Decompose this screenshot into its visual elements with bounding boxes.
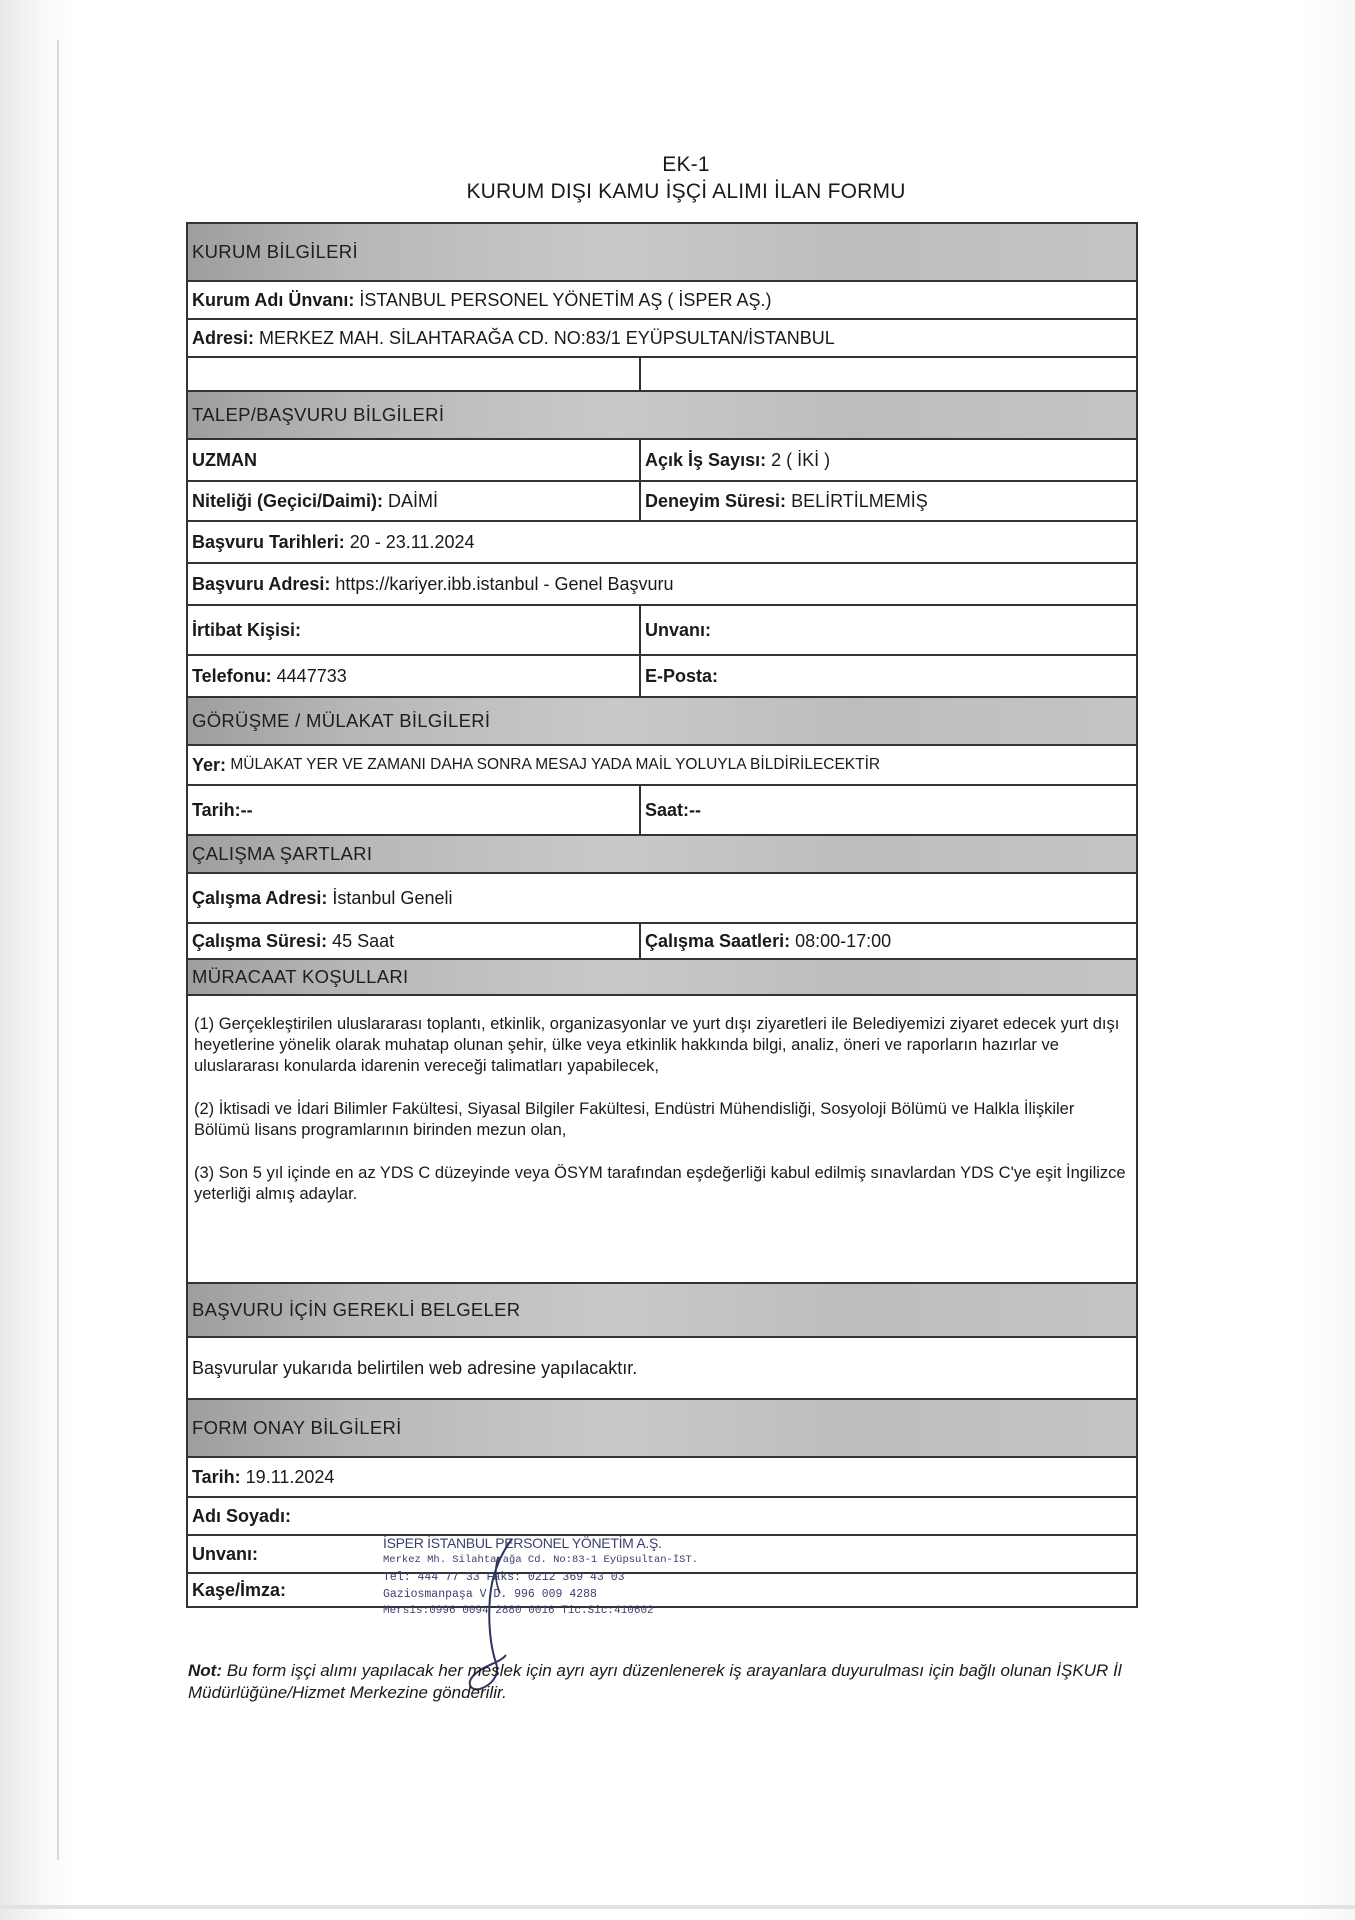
field-label: İrtibat Kişisi: bbox=[188, 606, 641, 654]
field-label: Unvanı: bbox=[192, 1543, 259, 1564]
apply-link[interactable]: https://kariyer.ibb.istanbul - Genel Başvuru bbox=[330, 573, 674, 594]
section-muracaat bbox=[188, 958, 1136, 994]
note-text: Bu form işçi alımı yapılacak her meslek için ayrı ayrı düzenlenerek iş arayanlara duyurulması için bağlı olunan İŞKUR İl Müdürlüğüne/Hizmet Merkezine gönderilir. bbox=[188, 1661, 1127, 1702]
row-conditions bbox=[188, 994, 1136, 1282]
section-gorusme bbox=[188, 696, 1136, 744]
form-title: KURUM DIŞI KAMU İŞÇİ ALIMI İLAN FORMU bbox=[466, 180, 906, 203]
field-value: 2 ( İKİ ) bbox=[766, 449, 831, 470]
field-label: Çalışma Saatleri: bbox=[645, 930, 791, 951]
section-kurum bbox=[188, 222, 1136, 280]
company-stamp bbox=[383, 1535, 703, 1640]
condition-item: (3) Son 5 yıl içinde en az YDS C düzeyinde veya ÖSYM tarafından eşdeğerliği kabul edilmiş sınavlardan YDS C'ye eşit İngilizce yeterliği almış adaylar. bbox=[194, 1164, 1126, 1203]
footer-note bbox=[188, 1660, 1148, 1704]
row-documents bbox=[188, 1336, 1136, 1398]
announcement-form bbox=[186, 222, 1138, 1608]
stamp-company-name: İSPER İSTANBUL PERSONEL YÖNETİM A.Ş. bbox=[383, 1535, 662, 1551]
note-label: Not: bbox=[188, 1661, 222, 1680]
field-label: Çalışma Süresi: bbox=[192, 930, 328, 951]
field-label: Tarih:-- bbox=[188, 786, 641, 834]
field-label: Çalışma Adresi: bbox=[192, 887, 328, 908]
field-label: Yer: bbox=[192, 754, 227, 775]
section-title: GÖRÜŞME / MÜLAKAT BİLGİLERİ bbox=[188, 698, 1136, 744]
scan-edge bbox=[57, 40, 59, 1860]
field-value: 20 - 23.11.2024 bbox=[344, 531, 475, 552]
row-kurum-adi bbox=[188, 280, 1136, 318]
row-phone bbox=[188, 654, 1136, 696]
row-approval-name bbox=[188, 1496, 1136, 1534]
row-contact bbox=[188, 604, 1136, 654]
field-label: Adresi: bbox=[192, 327, 255, 348]
row-adres bbox=[188, 318, 1136, 356]
section-talep bbox=[188, 390, 1136, 438]
field-label: Tarih: bbox=[192, 1466, 241, 1487]
section-title: ÇALIŞMA ŞARTLARI bbox=[188, 836, 1136, 872]
annex-label: EK-1 bbox=[662, 153, 710, 176]
field-label: Unvanı: bbox=[645, 619, 712, 640]
field-label: Açık İş Sayısı: bbox=[645, 449, 767, 470]
row-interview-time bbox=[188, 784, 1136, 834]
scan-bottom-edge bbox=[0, 1905, 1355, 1909]
stamp-phone: Tel: 444 77 33 Faks: 0212 369 43 03 bbox=[383, 1571, 625, 1584]
condition-item: (1) Gerçekleştirilen uluslararası toplantı, etkinlik, organizasyonlar ve yurt dışı ziyaretleri ile Belediyemizi ziyaret edecek yurt dışı heyetlerine yönelik olarak muhatap olunan şehir, ülke veya etkinlik hakkında bilgi, analiz, öneri ve raporların hazırlar ve uluslararası konularda idarenin vereceği talimatları yapabilecek, bbox=[194, 1015, 1120, 1075]
field-label: Adı Soyadı: bbox=[192, 1505, 292, 1526]
stamp-tax: Gaziosmanpaşa V.D. 996 009 4288 bbox=[383, 1588, 597, 1601]
field-label: E-Posta: bbox=[645, 665, 719, 686]
section-belgeler bbox=[188, 1282, 1136, 1336]
section-calisma bbox=[188, 834, 1136, 872]
row-work-address bbox=[188, 872, 1136, 922]
field-value: İSTANBUL PERSONEL YÖNETİM AŞ ( İSPER AŞ.) bbox=[354, 289, 772, 310]
field-label: Başvuru Tarihleri: bbox=[192, 531, 345, 552]
section-title: FORM ONAY BİLGİLERİ bbox=[188, 1400, 1136, 1456]
stamp-registry: Mersis:0996 0094 2880 0016 Tic.Sic:410602 bbox=[383, 1605, 654, 1617]
row-work-duration bbox=[188, 922, 1136, 958]
field-label: Kurum Adı Ünvanı: bbox=[192, 289, 355, 310]
field-value: 45 Saat bbox=[327, 930, 395, 951]
field-value: DAİMİ bbox=[383, 490, 439, 511]
field-value: MÜLAKAT YER VE ZAMANI DAHA SONRA MESAJ YADA MAİL YOLUYLA BİLDİRİLECEKTİR bbox=[226, 756, 881, 773]
row-apply-address bbox=[188, 562, 1136, 604]
field-label: Deneyim Süresi: bbox=[645, 490, 787, 511]
field-label: Niteliği (Geçici/Daimi): bbox=[192, 490, 384, 511]
field-label: Telefonu: bbox=[192, 665, 272, 686]
field-label: Kaşe/İmza: bbox=[192, 1579, 287, 1600]
condition-item: (2) İktisadi ve İdari Bilimler Fakültesi, Siyasal Bilgiler Fakültesi, Endüstri Mühendisliği, Sosyoloji Bölümü ve Halkla İlişkiler Bölümü lisans programlarının birinden mezun olan, bbox=[194, 1100, 1075, 1139]
section-title: KURUM BİLGİLERİ bbox=[188, 224, 1136, 280]
section-onay bbox=[188, 1398, 1136, 1456]
row-approval-date bbox=[188, 1456, 1136, 1496]
field-value: 08:00-17:00 bbox=[790, 930, 892, 951]
documents-text: Başvurular yukarıda belirtilen web adresine yapılacaktır. bbox=[192, 1357, 638, 1378]
field-label: Saat:-- bbox=[645, 799, 702, 820]
row-position bbox=[188, 438, 1136, 480]
section-title: TALEP/BAŞVURU BİLGİLERİ bbox=[188, 392, 1136, 438]
field-value: 19.11.2024 bbox=[240, 1466, 335, 1487]
row-place bbox=[188, 744, 1136, 784]
section-title: BAŞVURU İÇİN GEREKLİ BELGELER bbox=[188, 1284, 1136, 1336]
stamp-address: Merkez Mh. Silahtarağa Cd. No:83-1 Eyüpsultan-İST. bbox=[383, 1554, 699, 1566]
field-value: 4447733 bbox=[271, 665, 347, 686]
row-dates bbox=[188, 520, 1136, 562]
field-value: BELİRTİLMEMİŞ bbox=[786, 490, 928, 511]
row-empty bbox=[188, 356, 1136, 390]
section-title: MÜRACAAT KOŞULLARI bbox=[188, 960, 1136, 994]
row-nature bbox=[188, 480, 1136, 520]
position-name: UZMAN bbox=[188, 440, 641, 480]
field-label: Başvuru Adresi: bbox=[192, 573, 331, 594]
field-value: MERKEZ MAH. SİLAHTARAĞA CD. NO:83/1 EYÜPSULTAN/İSTANBUL bbox=[254, 327, 835, 348]
field-value: İstanbul Geneli bbox=[327, 887, 453, 908]
